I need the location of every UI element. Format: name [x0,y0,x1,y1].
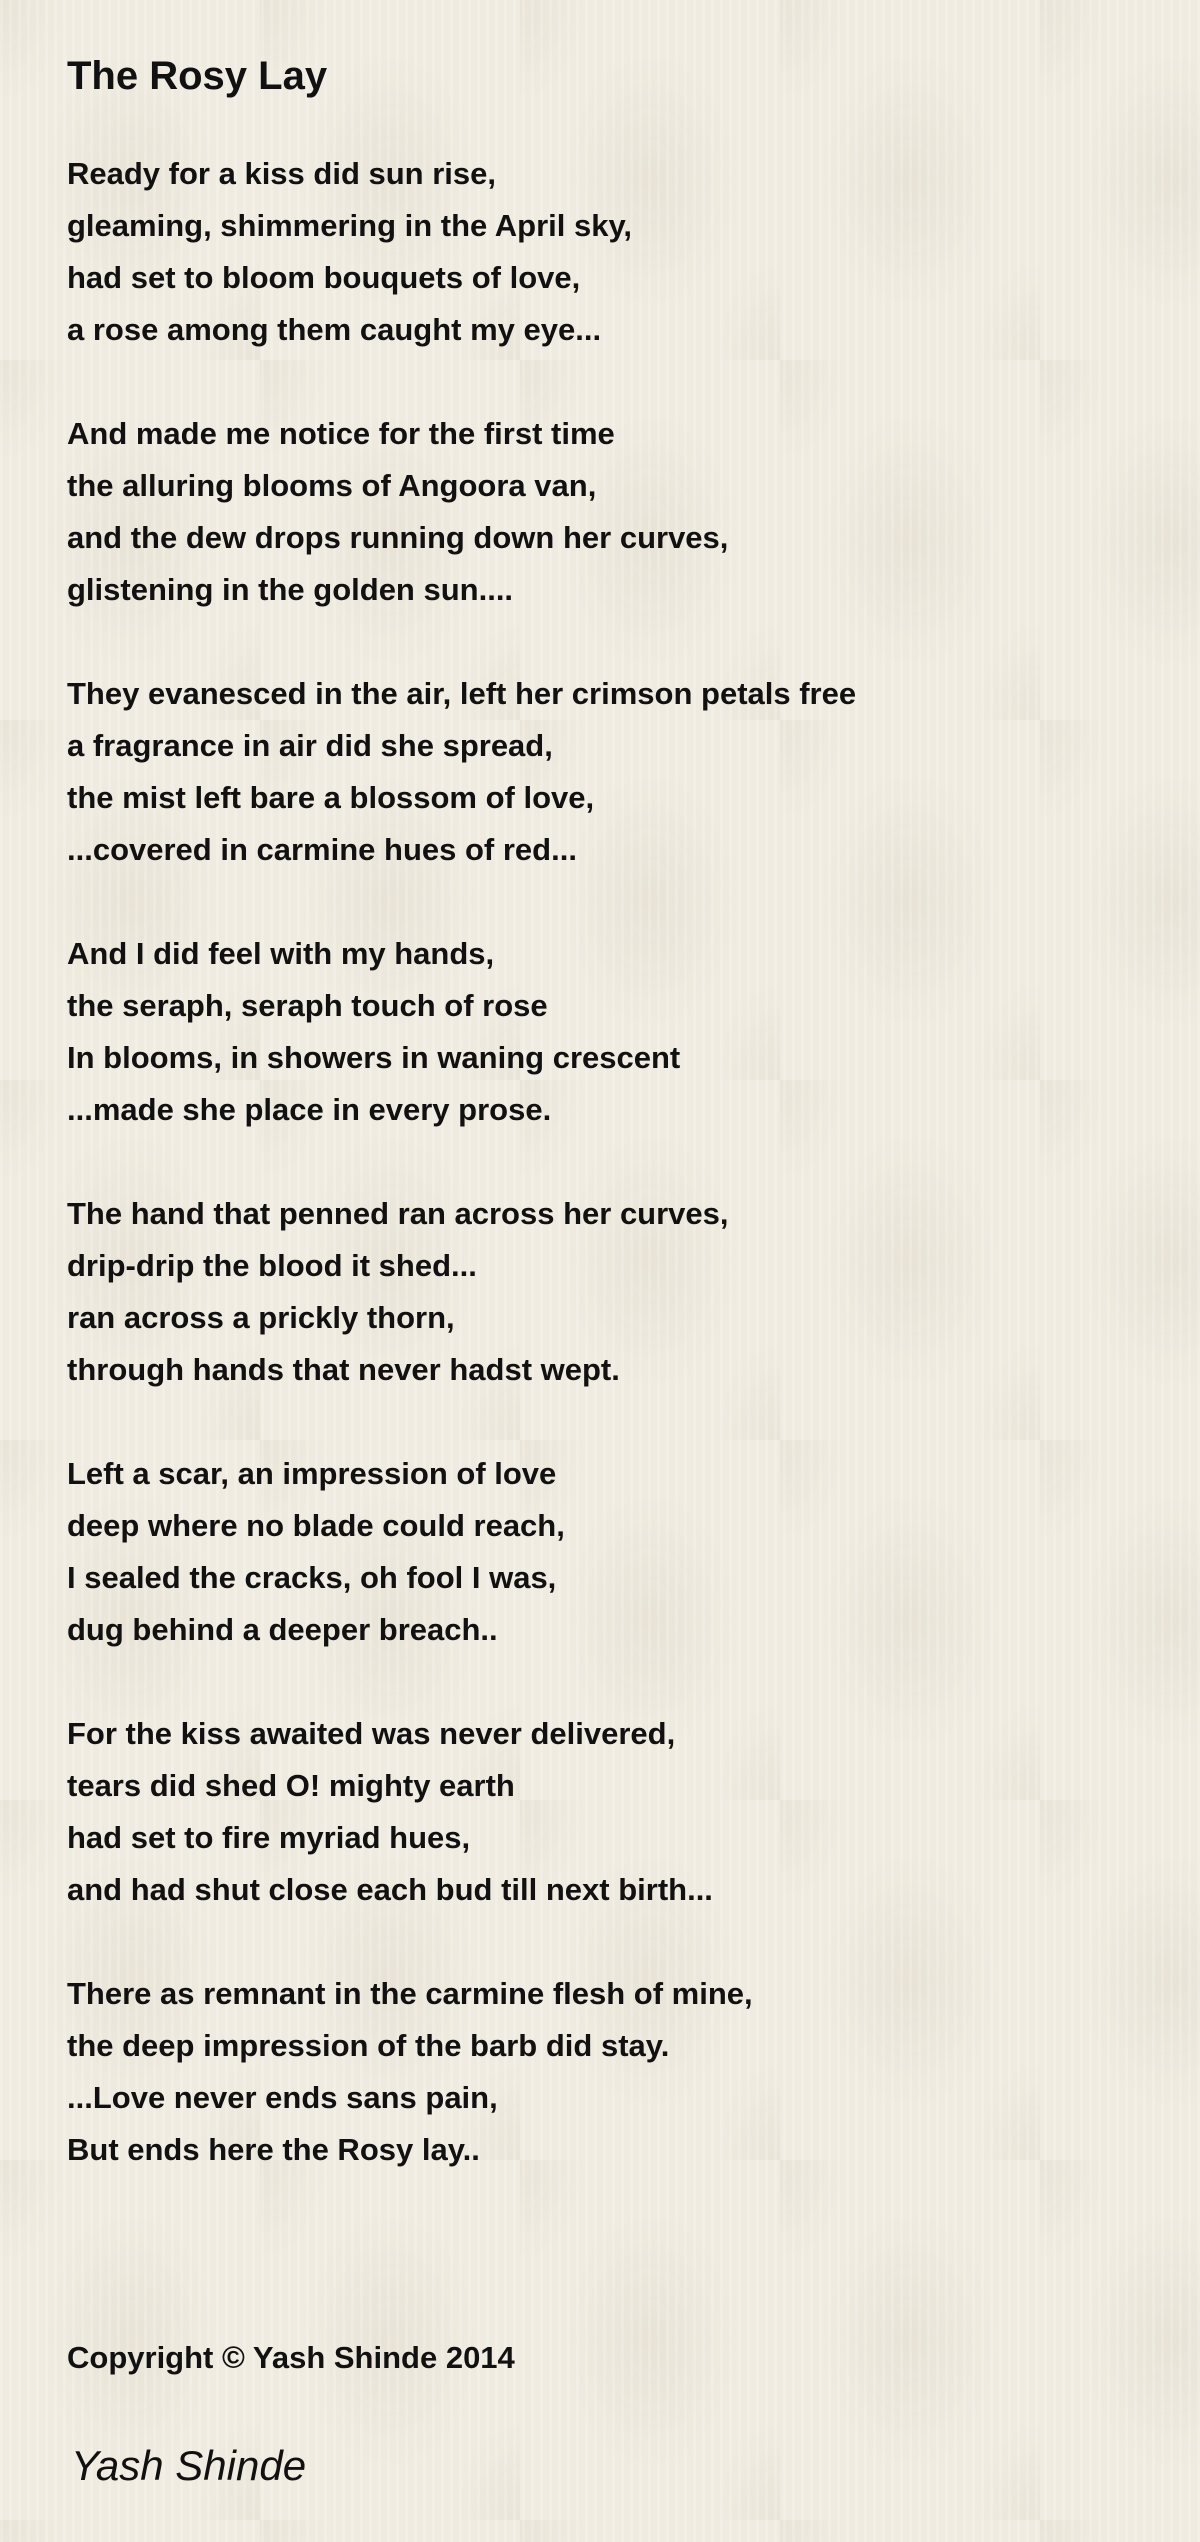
poem-line: had set to bloom bouquets of love, [67,260,581,295]
poem-line: For the kiss awaited was never delivered, [67,1716,676,1751]
poem-line: through hands that never hadst wept. [67,1352,620,1387]
poem-line: ran across a prickly thorn, [67,1300,455,1335]
poem-line: gleaming, shimmering in the April sky, [67,208,633,243]
poem-line: drip-drip the blood it shed... [67,1248,477,1283]
poem-line: tears did shed O! mighty earth [67,1768,515,1803]
poem-line: ...covered in carmine hues of red... [67,832,577,867]
copyright-notice: Copyright © Yash Shinde 2014 [67,2340,515,2375]
poem-line: the alluring blooms of Angoora van, [67,468,597,503]
poem-line: Ready for a kiss did sun rise, [67,156,496,191]
poem-line: the seraph, seraph touch of rose [67,988,548,1023]
poem-line: and had shut close each bud till next birth... [67,1872,713,1907]
poem-line: the mist left bare a blossom of love, [67,780,595,815]
poem-line: The hand that penned ran across her curves, [67,1196,729,1231]
author-signature: Yash Shinde [71,2442,307,2489]
poem-line: I sealed the cracks, oh fool I was, [67,1560,557,1595]
stanza-5 [67,1188,856,1396]
poem-body [67,148,856,2228]
poem-line: In blooms, in showers in waning crescent [67,1040,681,1075]
poem-line: But ends here the Rosy lay.. [67,2132,480,2167]
poem-line: a rose among them caught my eye... [67,312,602,347]
poem-line: a fragrance in air did she spread, [67,728,553,763]
poem-line: ...made she place in every prose. [67,1092,552,1127]
stanza-4 [67,928,856,1136]
stanza-7 [67,1708,856,1916]
poem-line: And made me notice for the first time [67,416,615,451]
poem-line: dug behind a deeper breach.. [67,1612,498,1647]
poem-line: had set to fire myriad hues, [67,1820,471,1855]
poem-line: the deep impression of the barb did stay. [67,2028,670,2063]
poem-line: There as remnant in the carmine flesh of mine, [67,1976,753,2011]
poem-line: Left a scar, an impression of love [67,1456,557,1491]
poem-line: and the dew drops running down her curves, [67,520,729,555]
poem-line: They evanesced in the air, left her crimson petals free [67,676,857,711]
stanza-2 [67,408,856,616]
poem-title: The Rosy Lay [67,54,328,98]
stanza-8 [67,1968,856,2176]
poem-line: And I did feel with my hands, [67,936,495,971]
stanza-3 [67,668,856,876]
stanza-1 [67,148,856,356]
poem-line: ...Love never ends sans pain, [67,2080,498,2115]
poem-line: glistening in the golden sun.... [67,572,514,607]
stanza-6 [67,1448,856,1656]
poem-line: deep where no blade could reach, [67,1508,565,1543]
